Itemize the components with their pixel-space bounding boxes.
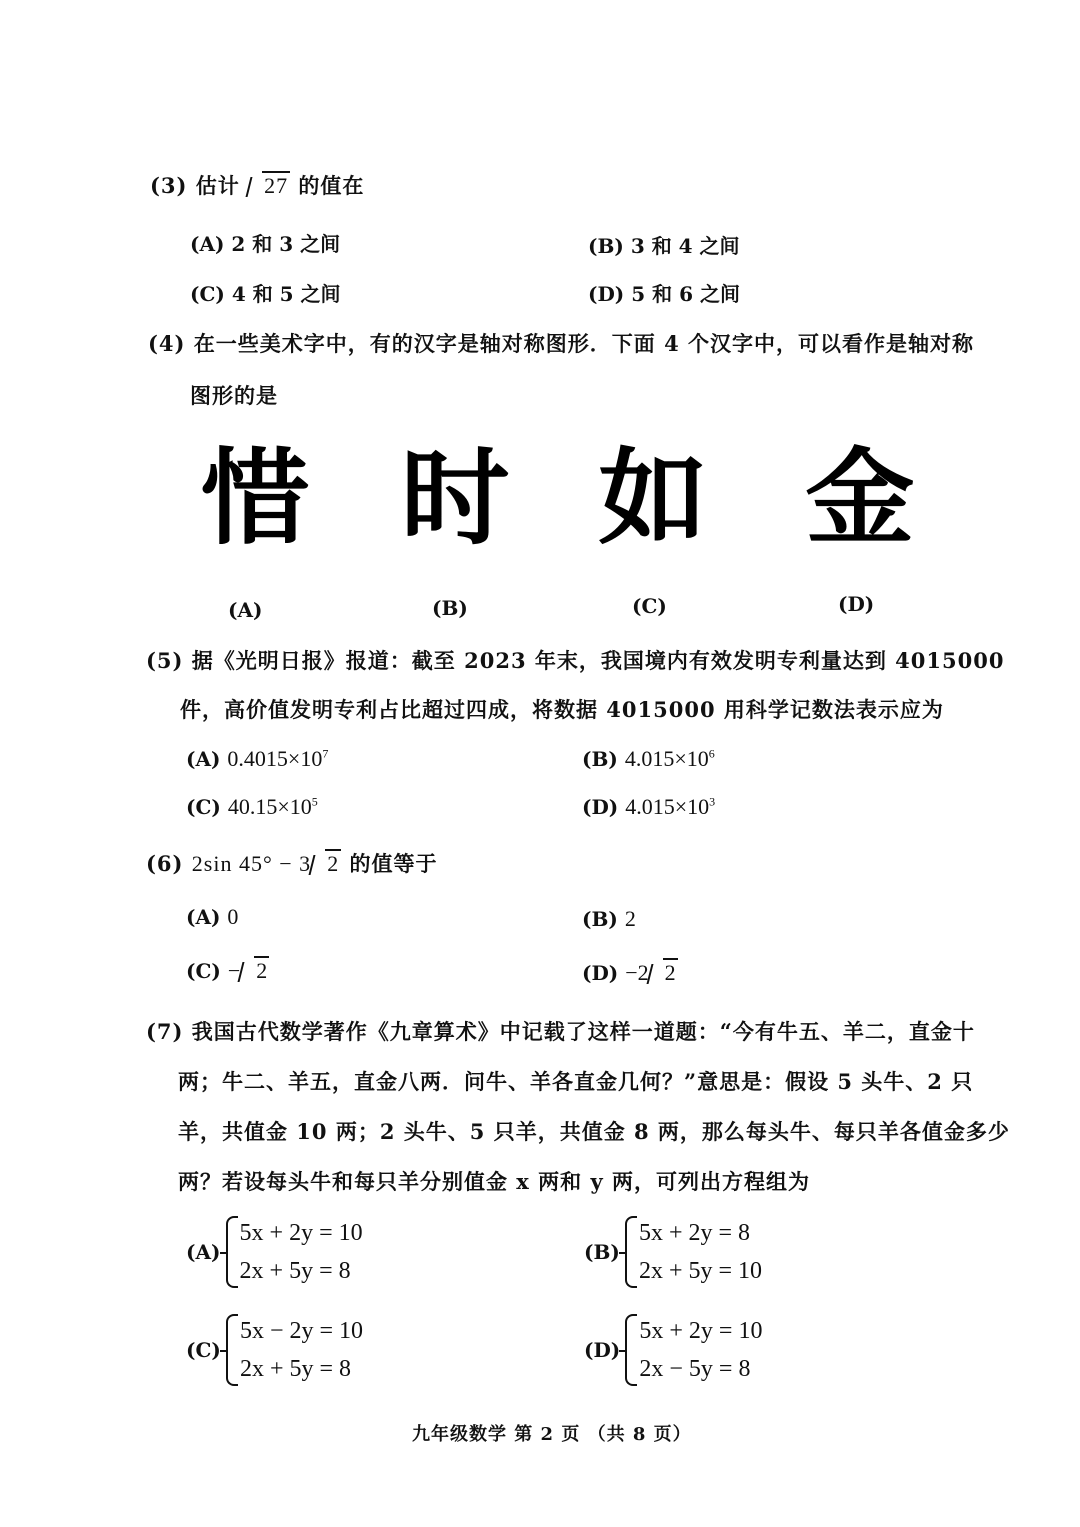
q3-option-b[interactable]: (B) 3 和 4 之间 (588, 234, 740, 258)
q7-option-b[interactable]: (B) 5x + 2y = 8 2x + 5y = 10 (584, 1214, 762, 1290)
q7-option-c[interactable]: (C) 5x − 2y = 10 2x + 5y = 8 (186, 1312, 363, 1388)
q7-option-d[interactable]: (D) 5x + 2y = 10 2x − 5y = 8 (584, 1312, 762, 1388)
q4-stem-line1: (4) 在一些美术字中，有的汉字是轴对称图形．下面 4 个汉字中，可以看作是轴对称 (148, 331, 975, 356)
q4-option-d[interactable]: (D) (838, 592, 875, 616)
q7-system-b: 5x + 2y = 8 2x + 5y = 10 (625, 1214, 762, 1290)
q7-system-d: 5x + 2y = 10 2x − 5y = 8 (625, 1312, 762, 1388)
q3-pre: 估计 (195, 173, 240, 198)
char-ru: 如 (598, 437, 708, 559)
q4-option-a[interactable]: (A) (228, 598, 263, 622)
q6-expression: 2sin 45° − 3 (191, 851, 312, 876)
q3-sqrt: 27 (248, 173, 290, 199)
q5-option-d[interactable]: (D) $4.015\times 10^3$ (582, 794, 716, 819)
q7-stem-line1: (7) 我国古代数学著作《九章算术》中记载了这样一道题：“今有牛五、羊二，直金十 (146, 1019, 975, 1044)
q5-stem-line1: (5) 据《光明日报》报道：截至 2023 年末，我国境内有效发明专利量达到 4015000 (146, 648, 1005, 673)
q7-system-c: 5x − 2y = 10 2x + 5y = 8 (226, 1312, 363, 1388)
q6-sqrt: 2 (311, 851, 341, 877)
char-shi: 时 (400, 437, 510, 559)
char-xi: 惜 (200, 437, 310, 559)
q5-option-c[interactable]: (C) $40.15\times 10^5$ (186, 794, 318, 819)
q6-option-d[interactable]: (D) −2 2 (582, 960, 676, 985)
q4-option-b[interactable]: (B) (432, 596, 468, 620)
q3-option-d[interactable]: (D) 5 和 6 之间 (588, 282, 740, 306)
q4-stem-line2: 图形的是 (190, 383, 278, 408)
q3-option-c[interactable]: (C) 4 和 5 之间 (190, 282, 341, 306)
q7-stem-line3: 羊，共值金 10 两；2 头牛、5 只羊，共值金 8 两，那么每头牛、每只羊各值金多少 (178, 1119, 1010, 1144)
q6-option-a[interactable]: (A) 0 (186, 904, 239, 929)
q5-stem-line2: 件，高价值发明专利占比超过四成，将数据 4015000 用科学记数法表示应为 (180, 697, 944, 722)
q7-stem-line4: 两？若设每头牛和每只羊分别值金 x 两和 y 两，可列出方程组为 (178, 1169, 810, 1194)
q3-post: 的值在 (298, 173, 365, 198)
q6-option-c[interactable]: (C) − 2 (186, 958, 268, 983)
q5-option-b[interactable]: (B) $4.015\times 10^6$ (582, 746, 715, 771)
q6-stem: (6) 2sin 45° − 3 2 的值等于 (146, 851, 438, 876)
q3-option-a[interactable]: (A) 2 和 3 之间 (190, 232, 341, 256)
page-footer: 九年级数学 第 2 页 （共 8 页） (412, 1424, 692, 1445)
q6-option-b[interactable]: (B) 2 (582, 906, 636, 931)
q7-option-a[interactable]: (A) 5x + 2y = 10 2x + 5y = 8 (186, 1214, 363, 1290)
char-jin: 金 (805, 437, 915, 559)
q3-number: (3) (150, 173, 188, 198)
q7-stem-line2: 两；牛二、羊五，直金八两．问牛、羊各直金几何？”意思是：假设 5 头牛、2 只 (178, 1069, 974, 1094)
q5-option-a[interactable]: (A) $0.4015\times 10^7$ (186, 746, 329, 771)
q7-system-a: 5x + 2y = 10 2x + 5y = 8 (226, 1214, 363, 1290)
q3-stem (150, 170, 364, 200)
q4-option-c[interactable]: (C) (632, 594, 667, 618)
